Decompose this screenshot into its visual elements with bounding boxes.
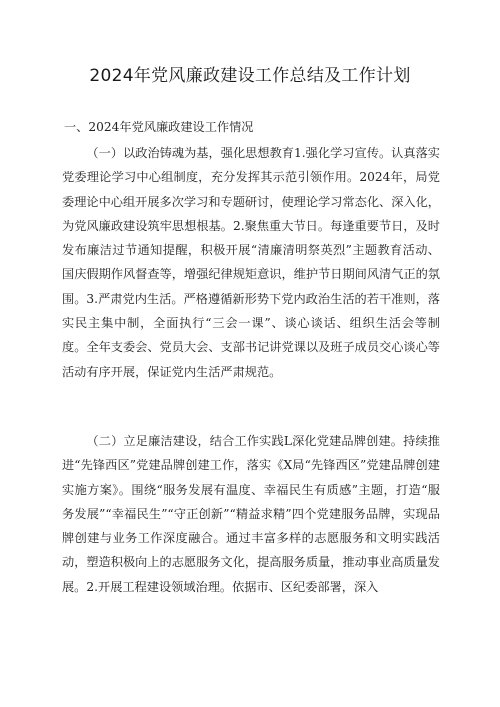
body-paragraph-1 [62,141,440,384]
body-paragraph-2 [62,429,440,599]
section-heading: 一、2024年党风廉政建设工作情况 [64,120,254,134]
document-title: 2024年党风廉政建设工作总结及工作计划 [89,66,411,86]
paragraph-text: （一）以政治铸魂为基，强化思想教育1.强化学习宣传。认真落实党委理论学习中心组制度，充分发挥其示范引领作用。2024年，局党委理论中心组开展多次学习和专题研讨，使理论学习常态化、深入化，为党风廉政建设筑牢思想根基。2.聚焦重大节日。每逢重要节日，及时发布廉洁过节通知提醒，积极开展“清廉清明祭英烈”主题教育活动、国庆假期作风督查等，增强纪律规矩意识，维护节日期间风清气正的氛围。3.严肃党内生活。严格遵循新形势下党内政治生活的若干准则，落实民主集中制，全面执行“三会一课”、谈心谈话、组织生活会等制度。全年支委会、党员大会、支部书记讲党课以及班子成员交心谈心等活动有序开展，保证党内生活严肃规范。 [62,146,440,379]
paragraph-text: （二）立足廉洁建设，结合工作实践L深化党建品牌创建。持续推进“先锋西区”党建品牌创建工作，落实《X局“先锋西区”党建品牌创建实施方案》。围绕“服务发展有温度、幸福民生有质感”主题，打造“服务发展”“幸福民生”“守正创新”“精益求精”四个党建服务品牌，实现品牌创建与业务工作深度融合。通过丰富多样的志愿服务和文明实践活动，塑造积极向上的志愿服务文化，提高服务质量，推动事业高质量发展。2.开展工程建设领域治理。依据市、区纪委部署，深入 [62,434,440,594]
